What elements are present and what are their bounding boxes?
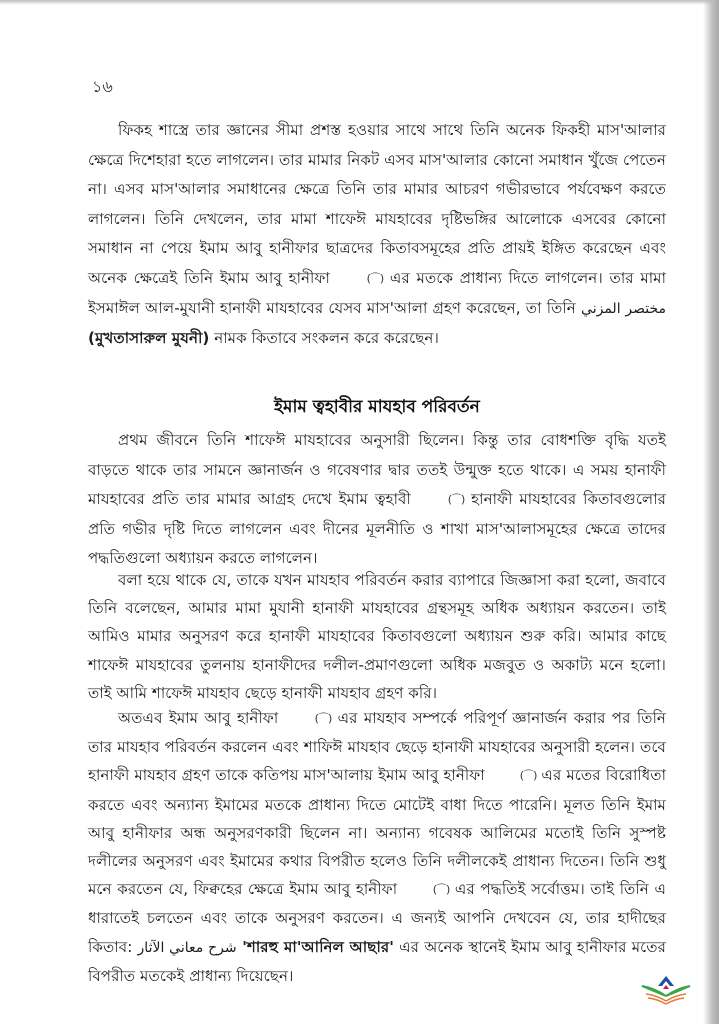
scan-right-edge-shadow xyxy=(703,0,719,1024)
arabic-hadith-book-title: شرح معاني الآثار xyxy=(137,939,237,956)
para1-text-c: নামক কিতাবে সংকলন করে করেছেন। xyxy=(209,329,439,348)
honorific-icon: (⌒) xyxy=(432,883,450,897)
honorific-arc-glyph: ⌒ xyxy=(523,769,534,783)
section-heading: ইমাম ত্বহাবীর মাযহাব পরিবর্তন xyxy=(274,397,480,417)
para3-text: বলা হয়ে থাকে যে, তাকে যখন মাযহাব পরিবর্তন করার ব্যাপারে জিজ্ঞাসা করা হলো, জবাবে তিনি বলেছেন, আমার মামা মুযানী হানাফী মাযহাবের গ্রন্থসমূহ অধিক অধ্যায়ন করতেন। তাই আমিও মামার অনুসরণ করে হানাফী মাযহাবের কিতাবগুলো অধ্যায়ন শুরু করি। আমার কাছে শাফেঈ মাযহাবের তুলনায় হানাফীদের দলীল-প্রমাণগুলো অধিক মজবুত ও অকাট্য মনে হলো। তাই আমি শাফেঈ মাযহাব ছেড়ে হানাফী মাযহাব গ্রহণ করি। xyxy=(88,571,666,702)
bengali-book-title: (মুখতাসারুল মুযনী) xyxy=(88,329,210,348)
honorific-arc-glyph: ⌒ xyxy=(317,712,328,725)
paragraph-2 xyxy=(88,426,666,574)
arabic-book-title: مختصر المزني xyxy=(581,300,667,317)
publisher-logo-icon xyxy=(636,970,696,1010)
honorific-icon: (⌒) xyxy=(314,712,332,725)
page-number: ১৬ xyxy=(92,77,113,96)
para4-text-a: অতএব ইমাম আবু হানীফা xyxy=(118,709,285,727)
para2-text-b: হানাফী মাযহাবের কিতাবগুলোর প্রতি গভীর দৃষ্টি দিতে লাগলেন এবং দীনের মূলনীতি ও শাখা মাস'আলাসমূহের ক্ষেত্রে তাদের পদ্ধতিগুলো অধ্যায়ন করতে লাগলেন। xyxy=(88,490,667,568)
paragraph-4 xyxy=(88,704,666,990)
logo-inner-roof xyxy=(663,985,669,989)
bengali-hadith-book-title: 'শারহু মা'আনিল আছার' xyxy=(236,937,394,956)
para4-text-c: এর মতের বিরোধিতা করতে এবং অন্যান্য ইমামের মতকে প্রাধান্য দিতে মোটেই বাধা দিতে পারেনি। মূলত তিনি ইমাম আবু হানীফার অন্ধ অনুসরণকারী ছিলেন না। অন্যান্য গবেষক আলিমের মতোই তিনি সুস্পষ্ট দলীলের অনুসরণ এবং ইমামের কথার বিপরীত হলেও তিনি দলীলকেই প্রাধান্য দিতেন। তিনি শুধু মনে করতেন যে, ফিক্বহের ক্ষেত্রে ইমাম আবু হানীফা xyxy=(88,766,667,899)
honorific-icon: (⌒) xyxy=(447,493,465,507)
logo-roof xyxy=(658,976,674,986)
paragraph-1 xyxy=(88,116,666,354)
para4-text-b: এর মাযহাব সম্পর্কে পরিপূর্ণ জ্ঞানার্জন করার পর তিনি তার মাযহাব পরিবর্তন করলেন এবং শাফিঈ মাযহাব ছেড়ে হানাফী মাযহাবের অনুসারী হলেন। তবে হানাফী মাযহাব গ্রহণ তাকে কতিপয় মাস'আলায় ইমাম আবু হানীফা xyxy=(88,709,666,785)
para4-text-d: এর পদ্ধতিই সর্বোত্তম। তাই তিনি এ ধারাতেই চলতেন এবং তাকে অনুসরণ করতেন। এ জন্যই আপনি দেখবেন যে, তার হাদীছের কিতাব: xyxy=(88,880,666,956)
honorific-icon: (⌒) xyxy=(519,769,537,783)
scan-top-edge xyxy=(0,0,719,5)
honorific-arc-glyph: ⌒ xyxy=(436,883,447,897)
para1-text-b: এর মতকে প্রাধান্য দিতে লাগলেন। তার মামা ইসমাঈল আল-মুযানী হানাফী মাযহাবের যেসব মাস'আলা গ্রহণ করেছেন, তা তিনি xyxy=(88,268,667,317)
paragraph-3 xyxy=(88,566,666,707)
para2-text-a: প্রথম জীবনে তিনি শাফেঈ মাযহাবের অনুসারী ছিলেন। কিন্তু তার বোধশক্তি বৃদ্ধি যতই বাড়তে থাকে তার সামনে জ্ঞানার্জন ও গবেষণার দ্বার ততই উন্মুক্ত হতে থাকে। এ সময় হানাফী মাযহাবের প্রতি তার মামার আগ্রহ দেখে ইমাম ত্বহাবী xyxy=(88,431,666,509)
logo-right-leaf xyxy=(666,986,690,996)
para1-text-a: ফিকহ শাস্ত্রে তার জ্ঞানের সীমা প্রশস্ত হওয়ার সাথে সাথে তিনি অনেক ফিকহী মাস'আলার ক্ষেত্রে দিশেহারা হতে লাগলেন। তার মামার নিকট এসব মাস'আলার কোনো সমাধান খুঁজে পেতেন না। এসব মাস'আলার সমাধানের ক্ষেত্রে তিনি তার মামার আচরণ গভীরভাবে পর্যবেক্ষণ করতে লাগলেন। তিনি দেখলেন, তার মামা শাফেঈ মাযহাবের দৃষ্টিভঙ্গির আলোকে এসবের কোনো সমাধান না পেয়ে ইমাম আবু হানীফার ছাত্রদের কিতাবসমূহের প্রতি প্রায়ই ইঙ্গিত করেছেন এবং অনেক ক্ষেত্রেই তিনি ইমাম আবু হানীফা xyxy=(88,121,666,287)
para4-text-e: এর অনেক স্থানেই ইমাম আবু হানীফার মতের বিপরীত মতকেই প্রাধান্য দিয়েছেন। xyxy=(88,937,666,985)
honorific-arc-glyph: ⌒ xyxy=(369,271,380,285)
honorific-arc-glyph: ⌒ xyxy=(451,493,461,507)
honorific-icon: (⌒) xyxy=(366,271,384,285)
logo-left-leaf xyxy=(642,986,666,996)
